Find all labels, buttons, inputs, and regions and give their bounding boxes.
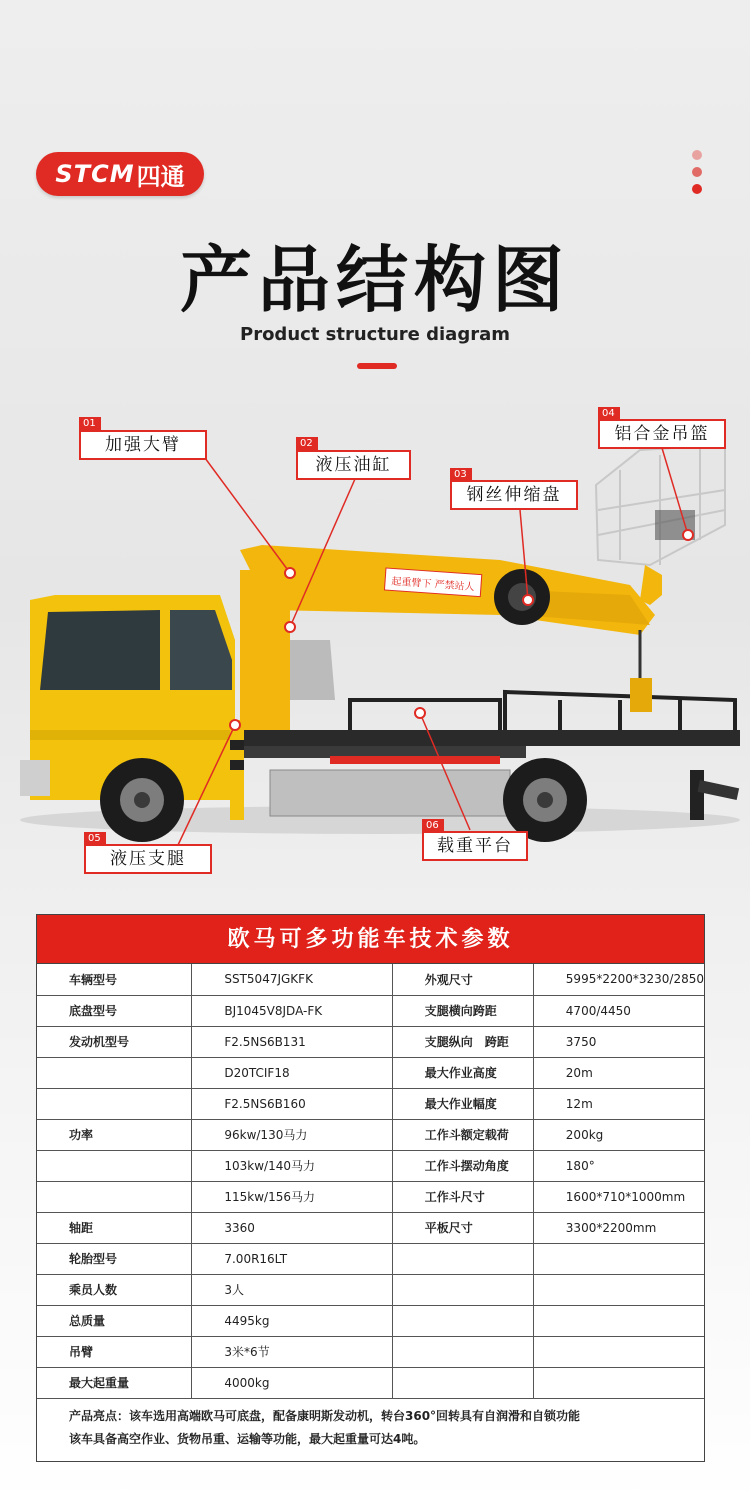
spec-key: 最大起重量 (37, 1367, 192, 1398)
callout-number-06: 06 (422, 819, 444, 832)
callout-number-01: 01 (79, 417, 101, 430)
table-row (37, 1274, 704, 1305)
spec-grid (37, 964, 704, 1399)
spec-value: 3人 (192, 1274, 392, 1305)
spec-key (392, 1336, 533, 1367)
spec-value: 4000kg (192, 1367, 392, 1398)
spec-value: 1600*710*1000mm (533, 1181, 704, 1212)
highlight-line-2: 该车具备高空作业、货物吊重、运输等功能，最大起重量可达4吨。 (69, 1431, 426, 1446)
table-row (37, 1119, 704, 1150)
spec-key: 总质量 (37, 1305, 192, 1336)
table-row (37, 1367, 704, 1398)
table-row (37, 1336, 704, 1367)
callout-number-05: 05 (84, 832, 106, 845)
spec-value: SST5047JGKFK (192, 964, 392, 995)
spec-key: 外观尺寸 (392, 964, 533, 995)
structure-diagram (0, 400, 750, 880)
spec-value: BJ1045V8JDA-FK (192, 995, 392, 1026)
spec-value: 115kw/156马力 (192, 1181, 392, 1212)
spec-value: 4495kg (192, 1305, 392, 1336)
dot-icon (692, 150, 702, 160)
callout-label-cylinder: 液压油缸 (296, 450, 411, 480)
table-row (37, 964, 704, 995)
callout-number-03: 03 (450, 468, 472, 481)
table-row (37, 1088, 704, 1119)
spec-value: D20TCIF18 (192, 1057, 392, 1088)
spec-key: 车辆型号 (37, 964, 192, 995)
spec-key: 工作斗尺寸 (392, 1181, 533, 1212)
spec-key: 轴距 (37, 1212, 192, 1243)
spec-value: F2.5NS6B160 (192, 1088, 392, 1119)
table-row (37, 1181, 704, 1212)
spec-highlights (37, 1399, 704, 1451)
spec-key: 支腿横向跨距 (392, 995, 533, 1026)
table-row (37, 1026, 704, 1057)
spec-key: 工作斗额定载荷 (392, 1119, 533, 1150)
spec-value: 180° (533, 1150, 704, 1181)
spec-key: 功率 (37, 1119, 192, 1150)
spec-value (533, 1305, 704, 1336)
spec-value: 4700/4450 (533, 995, 704, 1026)
table-row (37, 1243, 704, 1274)
spec-key: 吊臂 (37, 1336, 192, 1367)
callout-label-wire-reel: 钢丝伸缩盘 (450, 480, 578, 510)
spec-key: 工作斗摆动角度 (392, 1150, 533, 1181)
logo-text-cn: 四通 (136, 162, 185, 191)
spec-value: 3360 (192, 1212, 392, 1243)
spec-value (533, 1336, 704, 1367)
spec-key: 支腿纵向 跨距 (392, 1026, 533, 1057)
title-underline (357, 363, 397, 369)
spec-key: 平板尺寸 (392, 1212, 533, 1243)
spec-key (37, 1181, 192, 1212)
spec-value: 12m (533, 1088, 704, 1119)
callout-label-platform: 载重平台 (422, 831, 528, 861)
table-row (37, 1057, 704, 1088)
spec-key: 发动机型号 (37, 1026, 192, 1057)
table-row (37, 1212, 704, 1243)
boom-warning-sign: 起重臂下 严禁站人 (391, 576, 475, 594)
brand-logo (36, 152, 204, 196)
spec-value: 3300*2200mm (533, 1212, 704, 1243)
table-row (37, 1305, 704, 1336)
spec-value: 5995*2200*3230/2850 (533, 964, 704, 995)
callout-label-boom: 加强大臂 (79, 430, 207, 460)
spec-table (36, 914, 705, 1462)
spec-key (392, 1367, 533, 1398)
table-row (37, 1150, 704, 1181)
spec-key (392, 1243, 533, 1274)
page-title: 产品结构图 (179, 238, 570, 322)
spec-key (37, 1150, 192, 1181)
spec-value (533, 1243, 704, 1274)
spec-value (533, 1274, 704, 1305)
logo-text-en: STCM (55, 160, 135, 188)
callout-number-02: 02 (296, 437, 318, 450)
dot-icon (692, 184, 702, 194)
spec-value: 3米*6节 (192, 1336, 392, 1367)
spec-key (37, 1088, 192, 1119)
spec-value: 200kg (533, 1119, 704, 1150)
spec-value: 20m (533, 1057, 704, 1088)
spec-key (37, 1057, 192, 1088)
spec-title: 欧马可多功能车技术参数 (37, 915, 704, 964)
spec-key: 轮胎型号 (37, 1243, 192, 1274)
spec-value: 3750 (533, 1026, 704, 1057)
decorative-dots (692, 150, 702, 201)
spec-key (392, 1274, 533, 1305)
spec-key: 乘员人数 (37, 1274, 192, 1305)
dot-icon (692, 167, 702, 177)
spec-key: 最大作业幅度 (392, 1088, 533, 1119)
spec-value: F2.5NS6B131 (192, 1026, 392, 1057)
table-row (37, 995, 704, 1026)
highlight-line-1: 产品亮点：该车选用高端欧马可底盘，配备康明斯发动机，转台360°回转具有自润滑和自锁功能 (69, 1408, 581, 1423)
page-subtitle: Product structure diagram (240, 324, 510, 345)
spec-key: 最大作业高度 (392, 1057, 533, 1088)
spec-key (392, 1305, 533, 1336)
callout-label-basket: 铝合金吊篮 (598, 419, 726, 449)
spec-value: 103kw/140马力 (192, 1150, 392, 1181)
spec-value (533, 1367, 704, 1398)
spec-value: 96kw/130马力 (192, 1119, 392, 1150)
callout-label-outrigger: 液压支腿 (84, 844, 212, 874)
spec-value: 7.00R16LT (192, 1243, 392, 1274)
callout-number-04: 04 (598, 407, 620, 420)
spec-key: 底盘型号 (37, 995, 192, 1026)
